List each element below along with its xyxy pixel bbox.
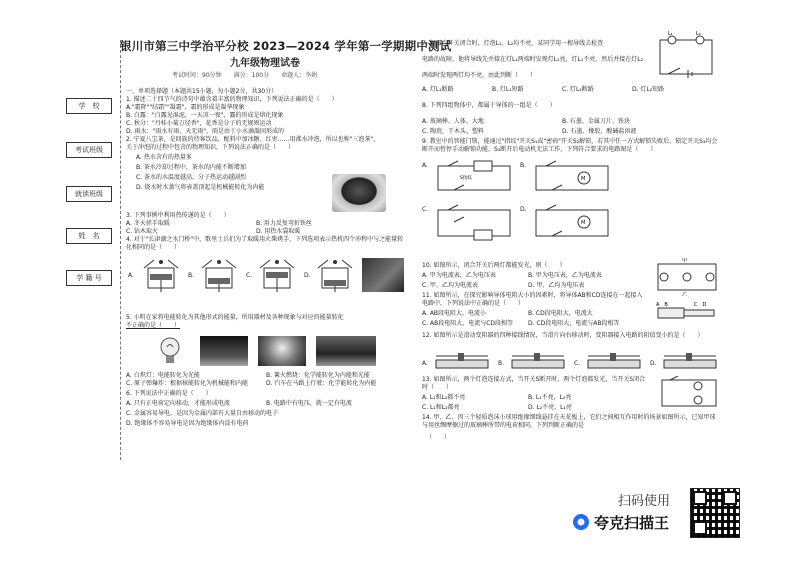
q7-option-a: A. 灯L₁断路 <box>422 86 454 93</box>
question-14: 14. 甲、乙、丙三个轻质泡沫小球用绝缘细线悬挂在天花板上，它们之间相互作用时的场景如图所示，已知甲球与用丝绸摩擦过的玻璃棒所带的电荷相同。下列判断正确的是 <box>422 414 716 429</box>
sidebar-field-school: 学 校 <box>66 98 112 114</box>
question-1: 1. 描述二十四节气的诗句中蕴含着丰富的物理知识，下列说法正确的是（ ） <box>126 96 338 103</box>
question-9: 9. 教室中的智能门锁，能通过"指纹"开关S₁或"密码"开关S₂解锁，若其中任一方式解锁失败后，锁定开关S₃均会断开而暂停手动解锁功能，S₃断开后电动机无法工作，下列符合要求的电路图是（ ） <box>422 138 718 153</box>
question-13: 13. 如图所示，两个灯泡连接方式，当开关S断开时，两个灯泡都发光，当开关S闭合时（ ） <box>422 376 646 391</box>
qr-finder-tr <box>723 491 737 505</box>
engine-diagram-d <box>314 258 356 294</box>
q6-option-a: A. 只有正电荷定向移动，才能形成电流 <box>126 400 230 407</box>
q10-option-d: D. 甲、乙均为电压表 <box>528 282 585 289</box>
q8-option-a: A. 玻璃棒、人体、大地 <box>422 118 484 125</box>
svg-text:甲: 甲 <box>682 258 688 264</box>
q1-option-c: C. 秋分："丹桂小菊万径香"，花香是分子的无规则运动 <box>126 120 272 127</box>
q2-option-a: A. 热水含有的热量多 <box>136 154 192 161</box>
svg-text:M: M <box>581 220 586 226</box>
car-photo <box>316 336 376 366</box>
q8-option-d: D. 石墨、橡胶、酸碱盐溶液 <box>562 128 637 135</box>
section-heading: 一、单项选择题（本题共15小题，每小题2分，共30分） <box>126 88 278 95</box>
q6-option-c: C. 金属容易导电，是因为金属内部有大量自由移动的电子 <box>126 410 279 417</box>
q13-option-c: C. L₁和L₂都亮 <box>422 404 460 411</box>
q13-option-d: D. L₂不亮，L₁亮 <box>528 404 572 411</box>
question-5-cont: 不正确的是（ ） <box>126 322 181 329</box>
q7-circuit-diagram <box>654 30 718 82</box>
sidebar-field-name: 姓 名 <box>66 228 112 244</box>
soldier-photo <box>362 258 404 292</box>
question-8: 8. 下列四组物体中，都属于导体的一组是（ ） <box>422 102 556 109</box>
q11-option-c: C. AB段电阻大，电流与CD段相等 <box>422 320 514 327</box>
rheostat-d <box>660 350 720 374</box>
page-subtitle: 九年级物理试卷 <box>230 58 300 69</box>
question-14-cont: （ ） <box>426 434 451 441</box>
q5-option-b: B. 篝火燃烧：化学能转化为内能和光能 <box>266 372 370 379</box>
qr-code[interactable] <box>690 488 740 538</box>
q9-circuit-c <box>434 202 514 242</box>
qr-finder-bl <box>693 521 707 535</box>
engine-stroke-diagrams: A. B. C. D. <box>126 258 406 298</box>
svg-text:乙: 乙 <box>682 292 688 296</box>
question-12: 12. 如图所示是滑动变阻器的四种接线情况，当滑片向右移动时，变阻器接入电路的阻值变小的是（ ） <box>422 332 704 339</box>
question-11: 11. 如图所示，在探究影响导体电阻大小的因素时，将导体AB和CD连接在一起接入电路中，下列说法中正确的是（ ） <box>422 292 643 307</box>
q13-circuit-diagram <box>658 376 720 410</box>
question-7-cont2: 两端时发现两灯均不亮，由此判断（ ） <box>422 72 537 79</box>
question-7: 7. 如图当开关闭合时，灯泡L₁、L₂均不亮，某同学用一根导线去检查 <box>422 40 604 47</box>
q5-option-d: D. 汽车在马路上行驶：化学能转化为内能 <box>266 380 377 387</box>
rheostat-b <box>508 350 568 374</box>
question-5: 5. 小明在家将电能转化为其他形式的能量，所用器材及各种现象与对应的能量转化 <box>126 314 344 321</box>
rheostat-c <box>584 350 644 374</box>
sidebar-field-exam-class: 考试班级 <box>66 142 112 158</box>
rheostat-diagrams: A. B. C. D. <box>422 350 722 376</box>
q6-option-b: B. 电路中有电压，就一定有电流 <box>266 400 352 407</box>
question-7-cont: 电路的故障，他将导线先并接在灯L₁两端时发现灯L₂亮，灯L₁不亮，然后并接在灯L₂ <box>422 56 643 63</box>
lightbulb-icon <box>158 336 182 366</box>
q1-option-d: D. 雨水："雨水有雨，天无雨"，雨是由于小水滴凝固形成的 <box>126 128 284 135</box>
engine-diagram-c <box>256 258 298 294</box>
explosion-photo <box>258 336 306 366</box>
svg-text:S指纹: S指纹 <box>460 176 472 181</box>
bonfire-photo <box>200 336 248 366</box>
q13-option-b: B. L₁不亮，L₂亮 <box>528 394 572 401</box>
scan-label: 扫码使用 <box>618 493 671 508</box>
question-2-cont: 关于冲泡的过程中包含的物理知识，下列说法正确的是（ ） <box>126 144 295 151</box>
qr-finder-tl <box>693 491 707 505</box>
question-6: 6. 下列说法中正确的是（ ） <box>126 390 212 397</box>
q7-option-c: C. 灯L₂断路 <box>562 86 594 93</box>
engine-diagram-a <box>140 258 182 294</box>
q3-option-b: B. 用力反复弯折铁丝 <box>256 220 312 227</box>
q2-option-c: C. 茶水的水温度越高，分子热运动越剧烈 <box>136 174 247 181</box>
q8-option-c: C. 陶瓷、干木头、塑料 <box>422 128 485 135</box>
q9-circuit-d <box>532 202 612 242</box>
sidebar-field-class: 就读班级 <box>66 186 112 202</box>
q7-option-d: D. 灯L₂短路 <box>632 86 665 93</box>
q3-option-c: C. 钻木取火 <box>126 228 159 235</box>
q10-option-b: B. 甲为电压表，乙为电流表 <box>528 272 602 279</box>
q6-option-d: D. 绝缘体不容易导电是因为绝缘体内没有电荷 <box>126 420 249 427</box>
q9-circuit-b <box>532 158 612 194</box>
q9-circuit-options: A. S指纹 B. M C. D. M <box>422 158 722 244</box>
question-4: 4. 对于"长津湖之水门桥"中，歌里士兵们为了取暖用火柴烤手，下列选项表示热机四个冲程中与之能量转化相同的是（ ） <box>126 236 404 251</box>
q9-circuit-a <box>434 158 514 194</box>
q1-option-b: B. 白露："白露见湿泥，一天凉一夜"，露的形成是熔化现象 <box>126 112 284 119</box>
question-10: 10. 如图所示，闭合开关后两灯都能发光，则（ ） <box>422 262 566 269</box>
q8-option-b: B. 石墨、金属刀片、铁块 <box>562 118 630 125</box>
rheostat-a <box>432 350 492 374</box>
q7-option-b: B. 灯L₁短路 <box>492 86 524 93</box>
q11-conductor-diagram <box>654 298 720 328</box>
q3-option-d: D. 用热水袋取暖 <box>256 228 301 235</box>
q11-option-b: B. CD段电阻大，电流大 <box>528 310 593 317</box>
tea-cup-photo <box>332 174 386 212</box>
q2-option-d: D. 烧水时水蒸气将壶盖顶起是机械能转化为内能 <box>136 184 265 191</box>
svg-text:C D: C D <box>694 302 707 308</box>
q3-option-a: A. 冬天搓手取暖 <box>126 220 170 227</box>
q10-option-c: C. 甲、乙均为电流表 <box>422 282 479 289</box>
svg-text:L₁: L₁ <box>668 31 673 37</box>
fold-line <box>120 40 121 460</box>
engine-diagram-b <box>198 258 240 294</box>
svg-text:A B: A B <box>656 302 668 308</box>
page-title: 银川市第三中学治平分校 2023—2024 学年第一学期期中测试 <box>120 39 452 53</box>
question-2: 2. 宁夏八宝茶，是回族的待客饮品，配料中加冰糖、红枣……用沸水冲泡，所以也称"三泡茶"， <box>126 136 380 143</box>
q10-circuit-diagram <box>654 258 720 296</box>
q2-option-b: B. 茶水冷却过程中，茶水的内能不断增加 <box>136 164 246 171</box>
sidebar-field-id: 学 籍 号 <box>66 270 112 286</box>
quark-logo-icon <box>572 513 590 531</box>
question-3: 3. 下列事例中利用热传递的是（ ） <box>126 212 230 219</box>
exam-meta: 考试时间：90分钟 满分：100分 命题人：李娟 <box>172 72 318 79</box>
q11-option-d: D. CD段电阻大，电流与AB段相等 <box>528 320 620 327</box>
q1-option-a: A."霜降""结霜""凝霜"，霜的形成是凝华现象 <box>126 104 245 111</box>
brand-name: 夸克扫描王 <box>594 515 670 532</box>
svg-text:L₂: L₂ <box>696 31 701 37</box>
q13-option-a: A. L₁和L₂都不亮 <box>422 394 466 401</box>
q5-option-c: C. 原子弹爆炸：根据核能转化为机械能和内能 <box>126 380 249 387</box>
q5-option-a: A. 白炽灯：电能转化为光能 <box>126 372 200 379</box>
q10-option-a: A. 甲为电流表，乙为电压表 <box>422 272 496 279</box>
svg-text:M: M <box>581 176 586 182</box>
q11-option-a: A. AB段电阻大，电流小 <box>422 310 487 317</box>
